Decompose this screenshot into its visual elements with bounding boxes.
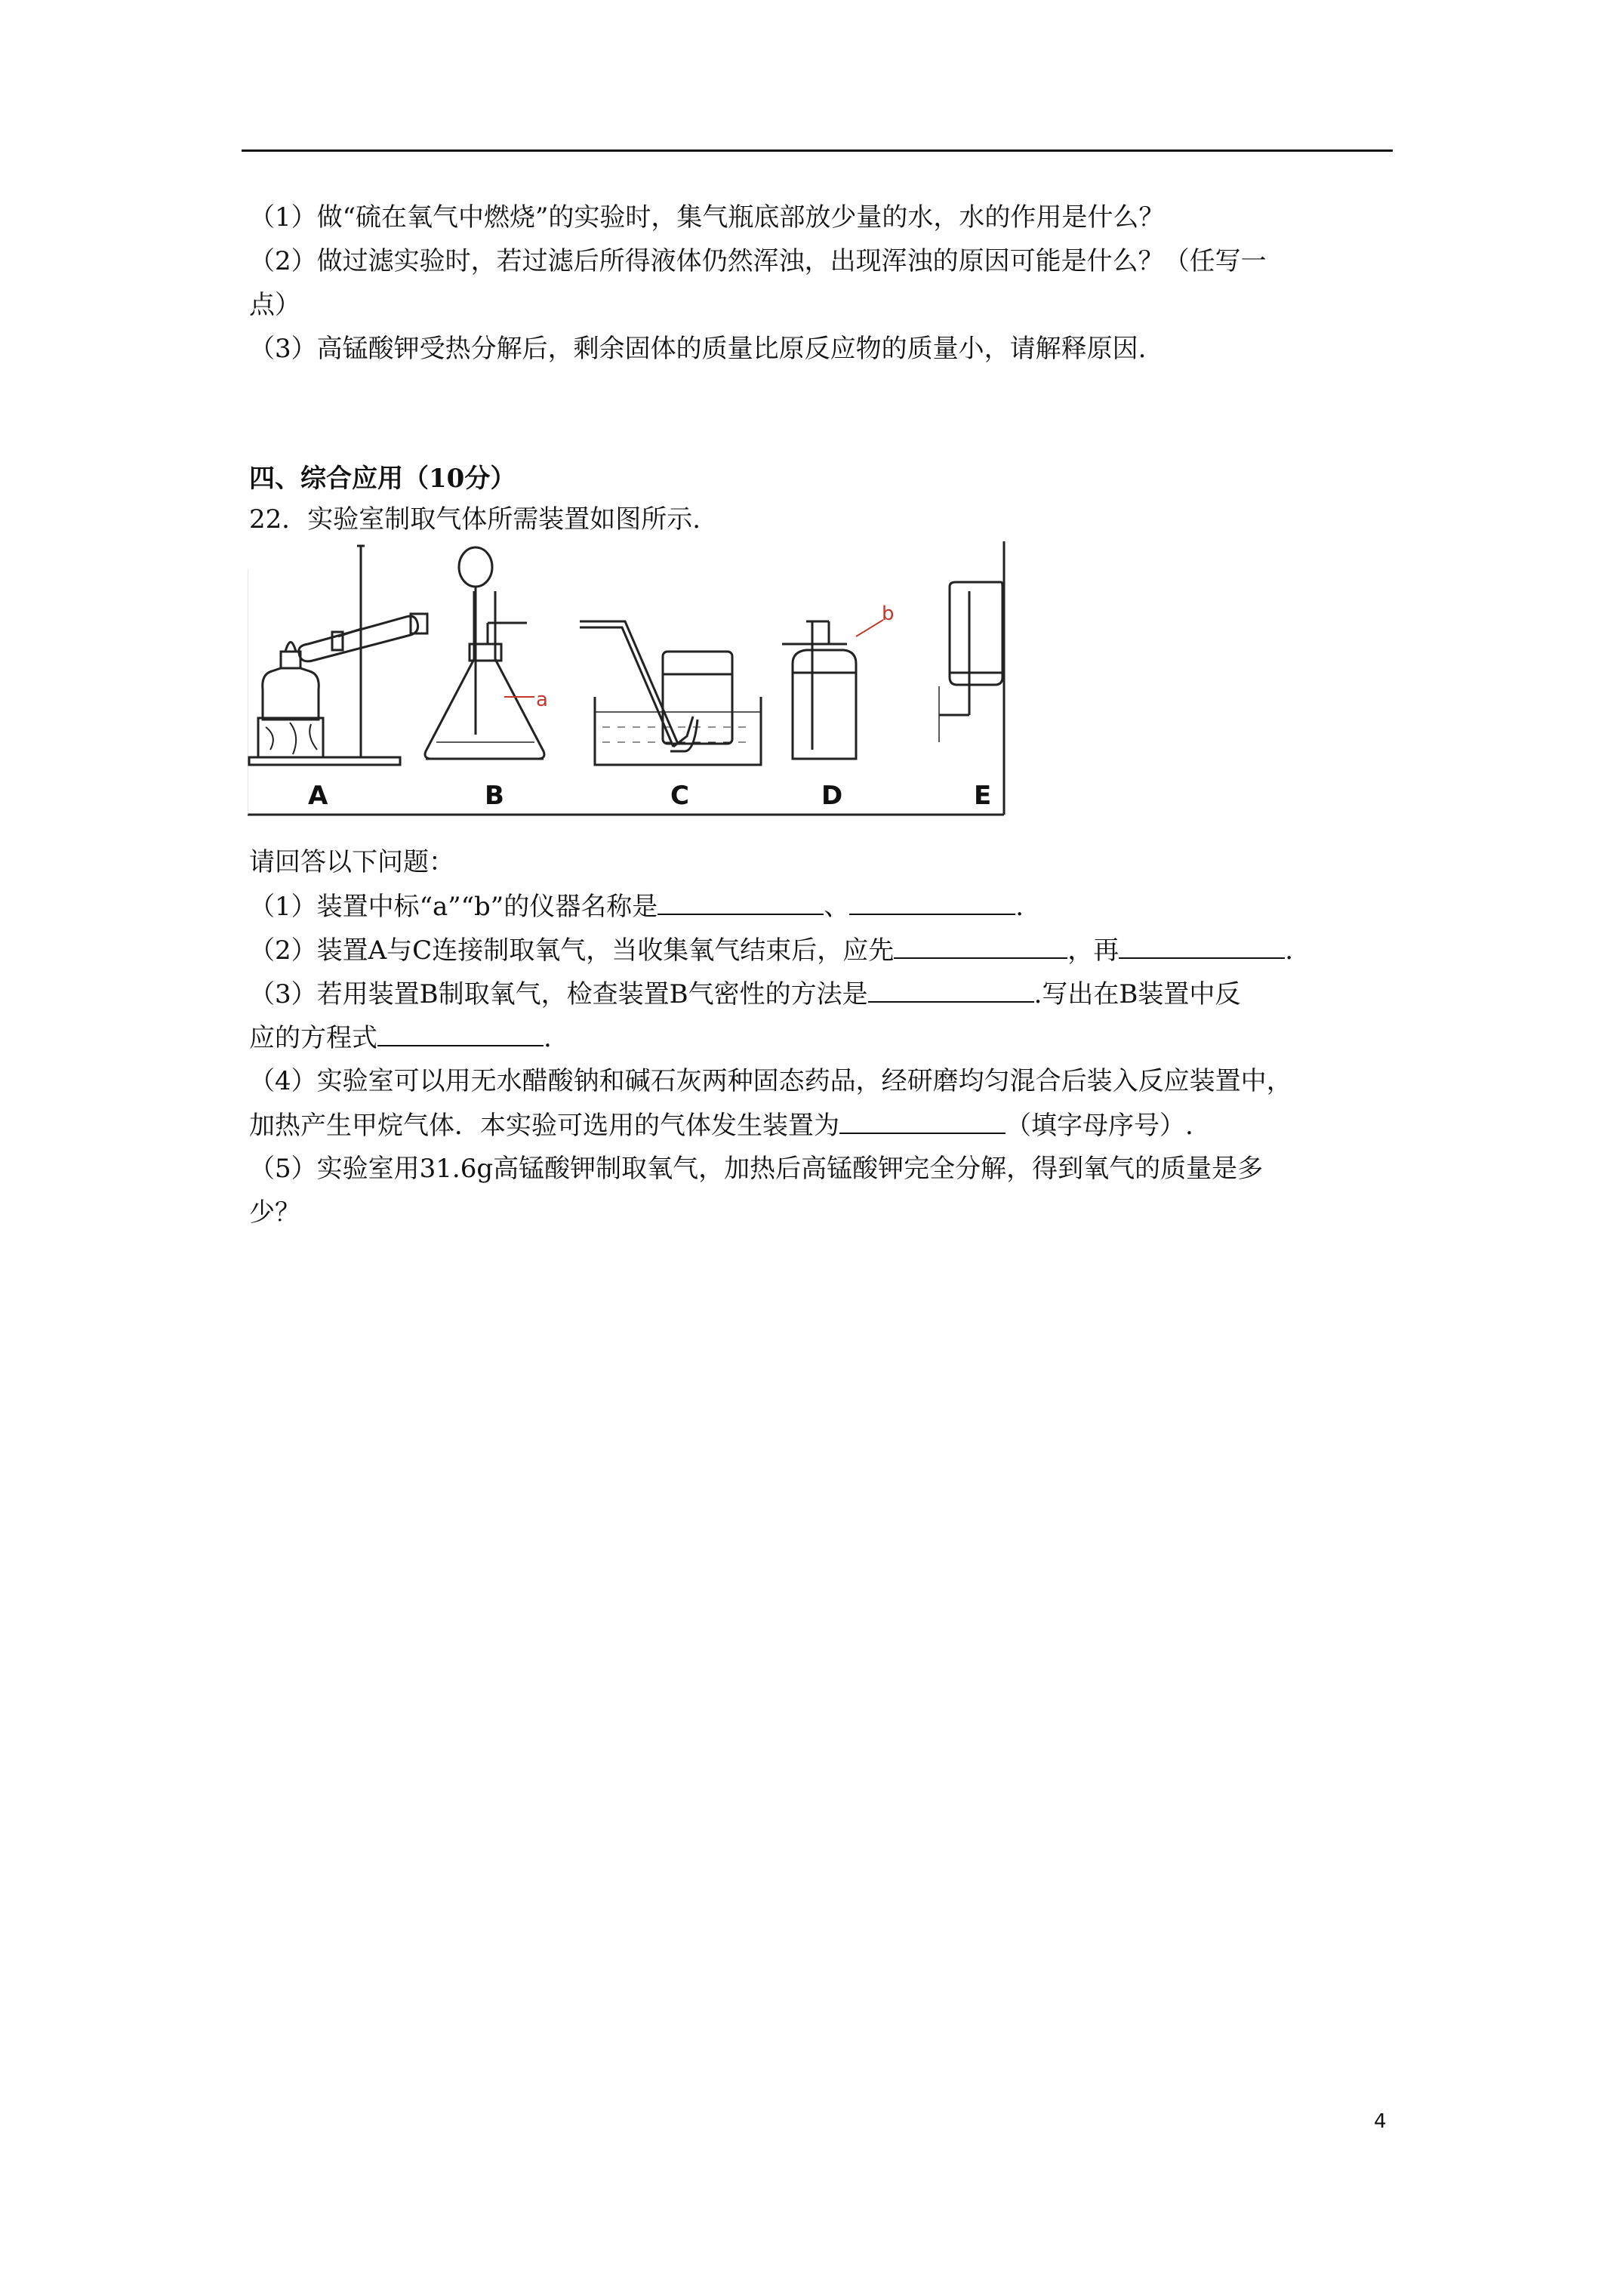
label-a: A: [308, 781, 328, 811]
q22-part1-sep: 、: [824, 892, 850, 922]
label-d: D: [821, 781, 843, 811]
q22-part4: （4）实验室可以用无水醋酸钠和碱石灰两种固态药品，经研磨均匀混合后装入反应装置中，: [249, 1066, 1292, 1096]
apparatus-svg: [248, 538, 1006, 818]
q21-part2-cont: 点）: [249, 290, 300, 320]
apparatus-figure: [248, 538, 1006, 818]
q22-prompt: 请回答以下问题：: [249, 847, 454, 877]
answer-blank[interactable]: [658, 891, 824, 915]
q22-part3-mid: .写出在B装置中反: [1033, 979, 1241, 1009]
q22-part3: [249, 978, 1240, 1009]
q22-part3-text: （3）若用装置B制取氧气，检查装置B气密性的方法是: [249, 979, 868, 1009]
answer-blank[interactable]: [868, 978, 1034, 1003]
apparatus-c: [580, 621, 761, 765]
q22-part5-cont: 少？: [249, 1197, 300, 1228]
answer-blank[interactable]: [1119, 935, 1285, 959]
q22-part3-cont-end: .: [544, 1023, 552, 1053]
apparatus-b: [425, 547, 544, 759]
q22-part4-cont: [249, 1110, 1193, 1141]
label-b: B: [485, 781, 504, 811]
q22-part2: [249, 935, 1293, 966]
page-number: 4: [1374, 2110, 1387, 2133]
label-e: E: [974, 781, 992, 811]
answer-blank[interactable]: [849, 891, 1015, 915]
q22-part1-end: .: [1015, 892, 1024, 922]
q21-part2: （2）做过滤实验时，若过滤后所得液体仍然浑浊，出现浑浊的原因可能是什么？（任写一: [249, 246, 1267, 276]
label-c: C: [670, 781, 689, 811]
q21-part1: （1）做“硫在氧气中燃烧”的实验时，集气瓶底部放少量的水，水的作用是什么？: [249, 202, 1165, 233]
q22-part3-cont-text: 应的方程式: [249, 1023, 377, 1053]
q22-part5: （5）实验室用31.6g高锰酸钾制取氧气，加热后高锰酸钾完全分解，得到氧气的质量是多: [249, 1154, 1264, 1184]
q22-part4-cont-end: （填字母序号）.: [1006, 1111, 1193, 1141]
q22-part2-mid: ，再: [1067, 935, 1119, 966]
q22-part1: [249, 891, 1024, 922]
q22-part2-end: .: [1285, 935, 1294, 966]
q22-part1-text: （1）装置中标“a”“b”的仪器名称是: [249, 892, 658, 922]
apparatus-e: [939, 582, 1002, 742]
answer-blank[interactable]: [377, 1022, 544, 1046]
q22-part2-text: （2）装置A与C连接制取氧气，当收集氧气结束后，应先: [249, 935, 895, 966]
q22-part4-cont-text: 加热产生甲烷气体．本实验可选用的气体发生装置为: [249, 1111, 839, 1141]
apparatus-a: [249, 546, 427, 765]
q22-part3-cont: [249, 1022, 552, 1053]
answer-blank[interactable]: [894, 935, 1067, 959]
q21-part3: （3）高锰酸钾受热分解后，剩余固体的质量比原反应物的质量小，请解释原因.: [249, 334, 1147, 364]
apparatus-d: [782, 620, 883, 759]
marker-b: b: [882, 603, 895, 625]
marker-a: a: [536, 689, 548, 711]
q22-stem: 22．实验室制取气体所需装置如图所示.: [249, 504, 701, 535]
answer-blank[interactable]: [839, 1110, 1006, 1134]
section-title: 四、综合应用（10分）: [249, 464, 516, 494]
header-rule: [242, 149, 1393, 152]
